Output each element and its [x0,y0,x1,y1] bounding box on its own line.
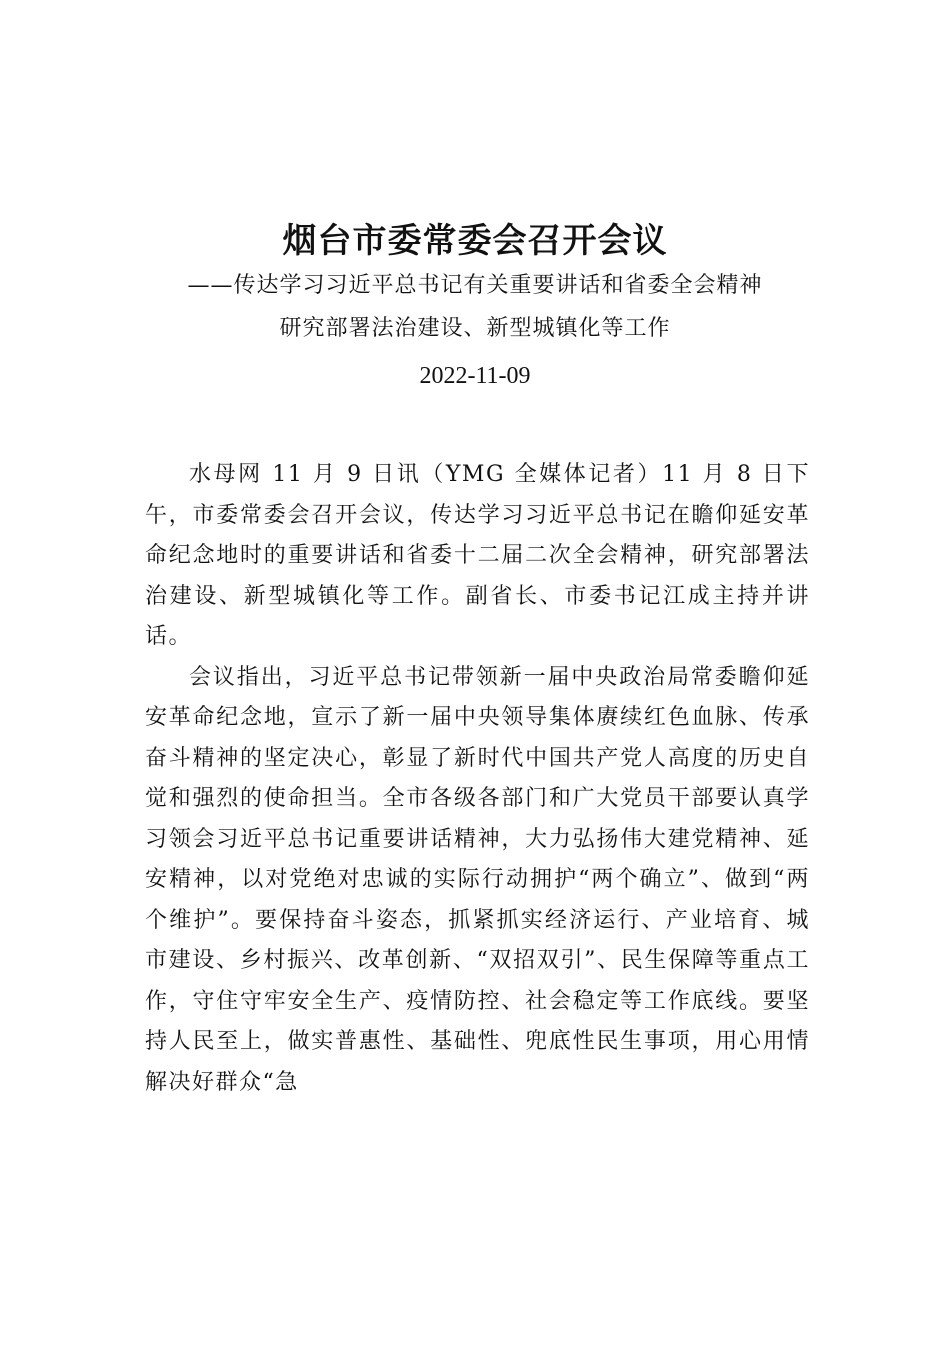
document-date: 2022-11-09 [419,363,531,389]
body-paragraph: 水母网 11 月 9 日讯（YMG 全媒体记者）11 月 8 日下午，市委常委会召开会议，传达学习习近平总书记在瞻仰延安革命纪念地时的重要讲话和省委十二届二次全会精神，研究部署法治建设、新型城镇化等工作。副省长、市委书记江成主持并讲话。 [145,462,810,649]
document-title: 烟台市委常委会召开会议 [282,221,668,261]
document-subtitle-line2: 研究部署法治建设、新型城镇化等工作 [279,316,671,341]
body-paragraph: 会议指出，习近平总书记带领新一届中央政治局常委瞻仰延安革命纪念地，宣示了新一届中央领导集体赓续红色血脉、传承奋斗精神的坚定决心，彰显了新时代中国共产党人高度的历史自觉和强烈的使命担当。全市各级各部门和广大党员干部要认真学习领会习近平总书记重要讲话精神，大力弘扬伟大建党精神、延安精神，以对党绝对忠诚的实际行动拥护“两个确立”、做到“两个维护”。要保持奋斗姿态，抓紧抓实经济运行、产业培育、城市建设、乡村振兴、改革创新、“双招双引”、民生保障等重点工作，守住守牢安全生产、疫情防控、社会稳定等工作底线。要坚持人民至上，做实普惠性、基础性、兜底性民生事项，用心用情解决好群众“急 [145,664,810,1095]
document-body [145,455,810,1103]
document-subtitle-line1: ——传达学习习近平总书记有关重要讲话和省委全会精神 [187,273,763,298]
